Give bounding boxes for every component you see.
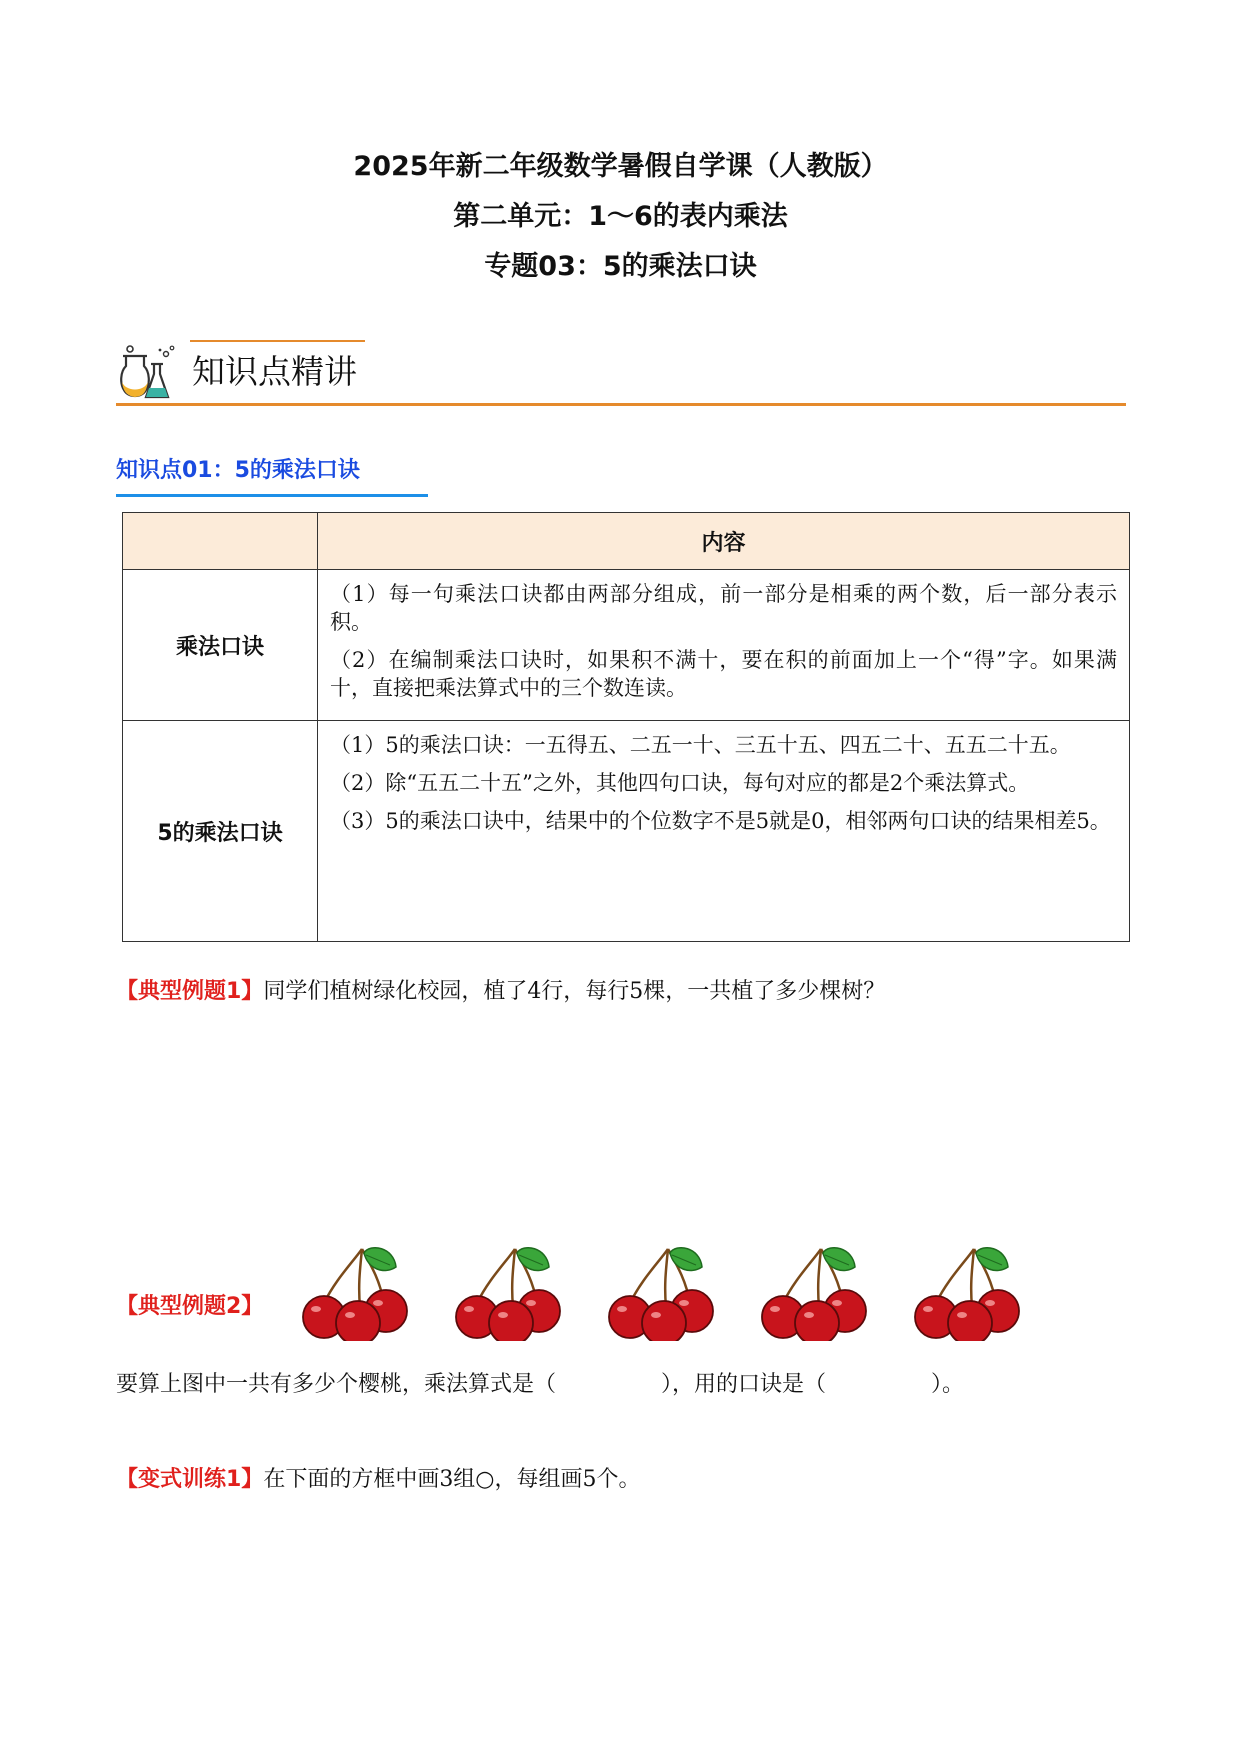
cherry-group-icon <box>606 1245 726 1341</box>
example-text: 在下面的方框中画3组○，每组画5个。 <box>263 1467 641 1492</box>
table-row <box>123 570 1130 721</box>
section-topline <box>190 340 365 342</box>
lab-flask-icon <box>116 342 178 404</box>
row-label: 乘法口诀 <box>123 570 318 721</box>
cherry-icon <box>795 1301 839 1341</box>
document-title: 2025年新二年级数学暑假自学课（人教版） <box>353 151 888 182</box>
content-item: （1）每一句乘法口诀都由两部分组成，前一部分是相乘的两个数，后一部分表示积。 <box>330 582 1117 634</box>
knowledge-point-title: 知识点01：5的乘法口诀 <box>116 458 360 483</box>
example-tag: 【典型例题2】 <box>116 1294 264 1319</box>
cherry-icon <box>642 1301 686 1341</box>
question-part: ），用的口诀是（ <box>661 1372 827 1397</box>
practice-1 <box>116 1465 641 1495</box>
cherry-group-icon <box>300 1245 420 1341</box>
table-row <box>123 721 1130 942</box>
section-header <box>116 340 1126 406</box>
unit-title: 第二单元：1～6的表内乘法 <box>453 201 788 232</box>
example-1 <box>116 977 885 1007</box>
cherry-icon <box>489 1301 533 1341</box>
topic-title: 专题03：5的乘法口诀 <box>484 251 757 282</box>
cherry-icon <box>948 1301 992 1341</box>
question-part: ）。 <box>931 1372 965 1397</box>
content-item: （2）除“五五二十五”之外，其他四句口诀，每句对应的都是2个乘法算式。 <box>330 771 1030 795</box>
content-item: （1）5的乘法口诀：一五得五、二五一十、三五十五、四五二十、五五二十五。 <box>330 733 1071 757</box>
example-2 <box>116 1292 263 1322</box>
cherry-group-icon <box>759 1245 879 1341</box>
cherry-group-icon <box>912 1245 1032 1341</box>
table-header-content: 内容 <box>318 513 1130 570</box>
question-part: 要算上图中一共有多少个樱桃，乘法算式是（ <box>116 1372 557 1397</box>
cherry-icon <box>336 1301 380 1341</box>
section-heading: 知识点精讲 <box>192 352 357 391</box>
content-item: （3）5的乘法口诀中，结果中的个位数字不是5就是0，相邻两句口诀的结果相差5。 <box>330 809 1111 833</box>
example-2-question <box>116 1370 964 1400</box>
content-item: （2）在编制乘法口诀时，如果积不满十，要在积的前面加上一个“得”字。如果满十，直接把乘法算式中的三个数连读。 <box>330 648 1117 700</box>
example-tag: 【典型例题1】 <box>116 979 264 1004</box>
example-text: 同学们植树绿化校园，植了4行，每行5棵，一共植了多少棵树？ <box>263 979 886 1004</box>
cherry-group-icon <box>453 1245 573 1341</box>
row-content <box>318 570 1130 721</box>
row-content <box>318 721 1130 942</box>
knowledge-table <box>122 512 1130 942</box>
row-label: 5的乘法口诀 <box>123 721 318 942</box>
knowledge-point-underline <box>116 494 428 497</box>
example-tag: 【变式训练1】 <box>116 1467 264 1492</box>
table-header-empty <box>123 513 318 570</box>
section-divider <box>116 403 1126 406</box>
